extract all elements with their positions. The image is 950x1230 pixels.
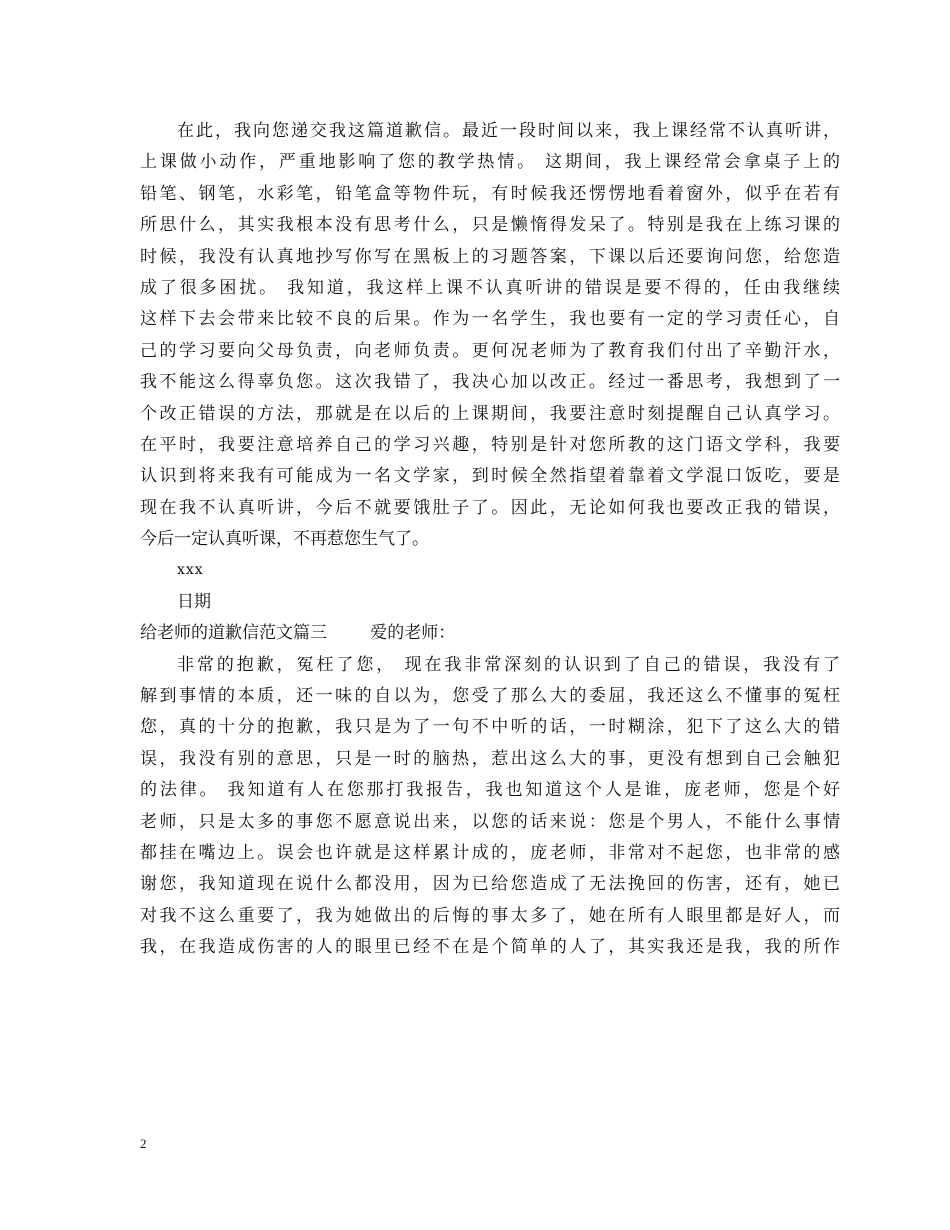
text-line: 老师，只是太多的事您不愿意说出来，以您的话来说：您是个男人，不能什么事情 — [140, 811, 840, 832]
date-line: 日期 — [177, 591, 211, 612]
text-line: 您，真的十分的抱歉，我只是为了一句不中听的话，一时糊涂，犯下了这么大的错 — [140, 717, 840, 738]
text-line: 在此，我向您递交我这篇道歉信。最近一段时间以来，我上课经常不认真听讲， — [177, 121, 840, 141]
letter-body — [140, 116, 840, 964]
text-line: 这样下去会带来比较不良的后果。作为一名学生，我也要有一定的学习责任心，自 — [140, 309, 840, 330]
text-line: 在平时，我要注意培养自己的学习兴趣，特别是针对您所教的这门语文学科，我要 — [140, 434, 840, 455]
page-number: 2 — [140, 1136, 147, 1151]
section-heading: 给老师的道歉信范文篇三 爱的老师： — [140, 623, 456, 644]
signature: xxx — [177, 562, 204, 579]
text-line: 误，我没有别的意思，只是一时的脑热，惹出这么大的事，更没有想到自己会触犯 — [140, 748, 840, 769]
text-line: 我不能这么得辜负您。这次我错了，我决心加以改正。经过一番思考，我想到了一 — [140, 372, 840, 393]
text-line: 所思什么，其实我根本没有思考什么，只是懒惰得发呆了。特别是我在上练习课的 — [140, 215, 840, 236]
text-line: 成了很多困扰。 我知道，我这样上课不认真听讲的错误是要不得的，任由我继续 — [140, 277, 840, 298]
text-line: 我，在我造成伤害的人的眼里已经不在是个简单的人了，其实我还是我，我的所作 — [140, 937, 840, 958]
text-line: 个改正错误的方法，那就是在以后的上课期间，我要注意时刻提醒自己认真学习。 — [140, 403, 840, 424]
text-line: 非常的抱歉，冤枉了您， 现在我非常深刻的认识到了自己的错误，我没有了 — [177, 654, 840, 675]
text-line: 谢您，我知道现在说什么都没用，因为已给您造成了无法挽回的伤害，还有，她已 — [140, 874, 840, 895]
text-line: 现在我不认真听讲，今后不就要饿肚子了。因此，无论如何我也要改正我的错误， — [140, 497, 840, 518]
text-line: 时候，我没有认真地抄写你写在黑板上的习题答案，下课以后还要询问您，给您造 — [140, 246, 840, 267]
text-line: 己的学习要向父母负责，向老师负责。更何况老师为了教育我们付出了辛勤汗水， — [140, 340, 840, 361]
text-line: 今后一定认真听课，不再惹您生气了。 — [140, 529, 429, 550]
text-line: 的法律。 我知道有人在您那打我报告，我也知道这个人是谁，庞老师，您是个好 — [140, 780, 840, 801]
text-line: 都挂在嘴边上。误会也许就是这样累计成的，庞老师，非常对不起您，也非常的感 — [140, 842, 840, 863]
text-line: 对我不这么重要了，我为她做出的后悔的事太多了，她在所有人眼里都是好人，而 — [140, 905, 840, 926]
text-line: 解到事情的本质，还一味的自以为，您受了那么大的委屈，我还这么不懂事的冤枉 — [140, 686, 840, 707]
text-line: 认识到将来我有可能成为一名文学家，到时候全然指望着靠着文学混口饭吃，要是 — [140, 466, 840, 487]
text-line: 铅笔、钢笔，水彩笔，铅笔盒等物件玩，有时候我还愣愣地看着窗外，似乎在若有 — [140, 183, 840, 204]
text-line: 上课做小动作，严重地影响了您的教学热情。 这期间，我上课经常会拿桌子上的 — [140, 152, 840, 173]
